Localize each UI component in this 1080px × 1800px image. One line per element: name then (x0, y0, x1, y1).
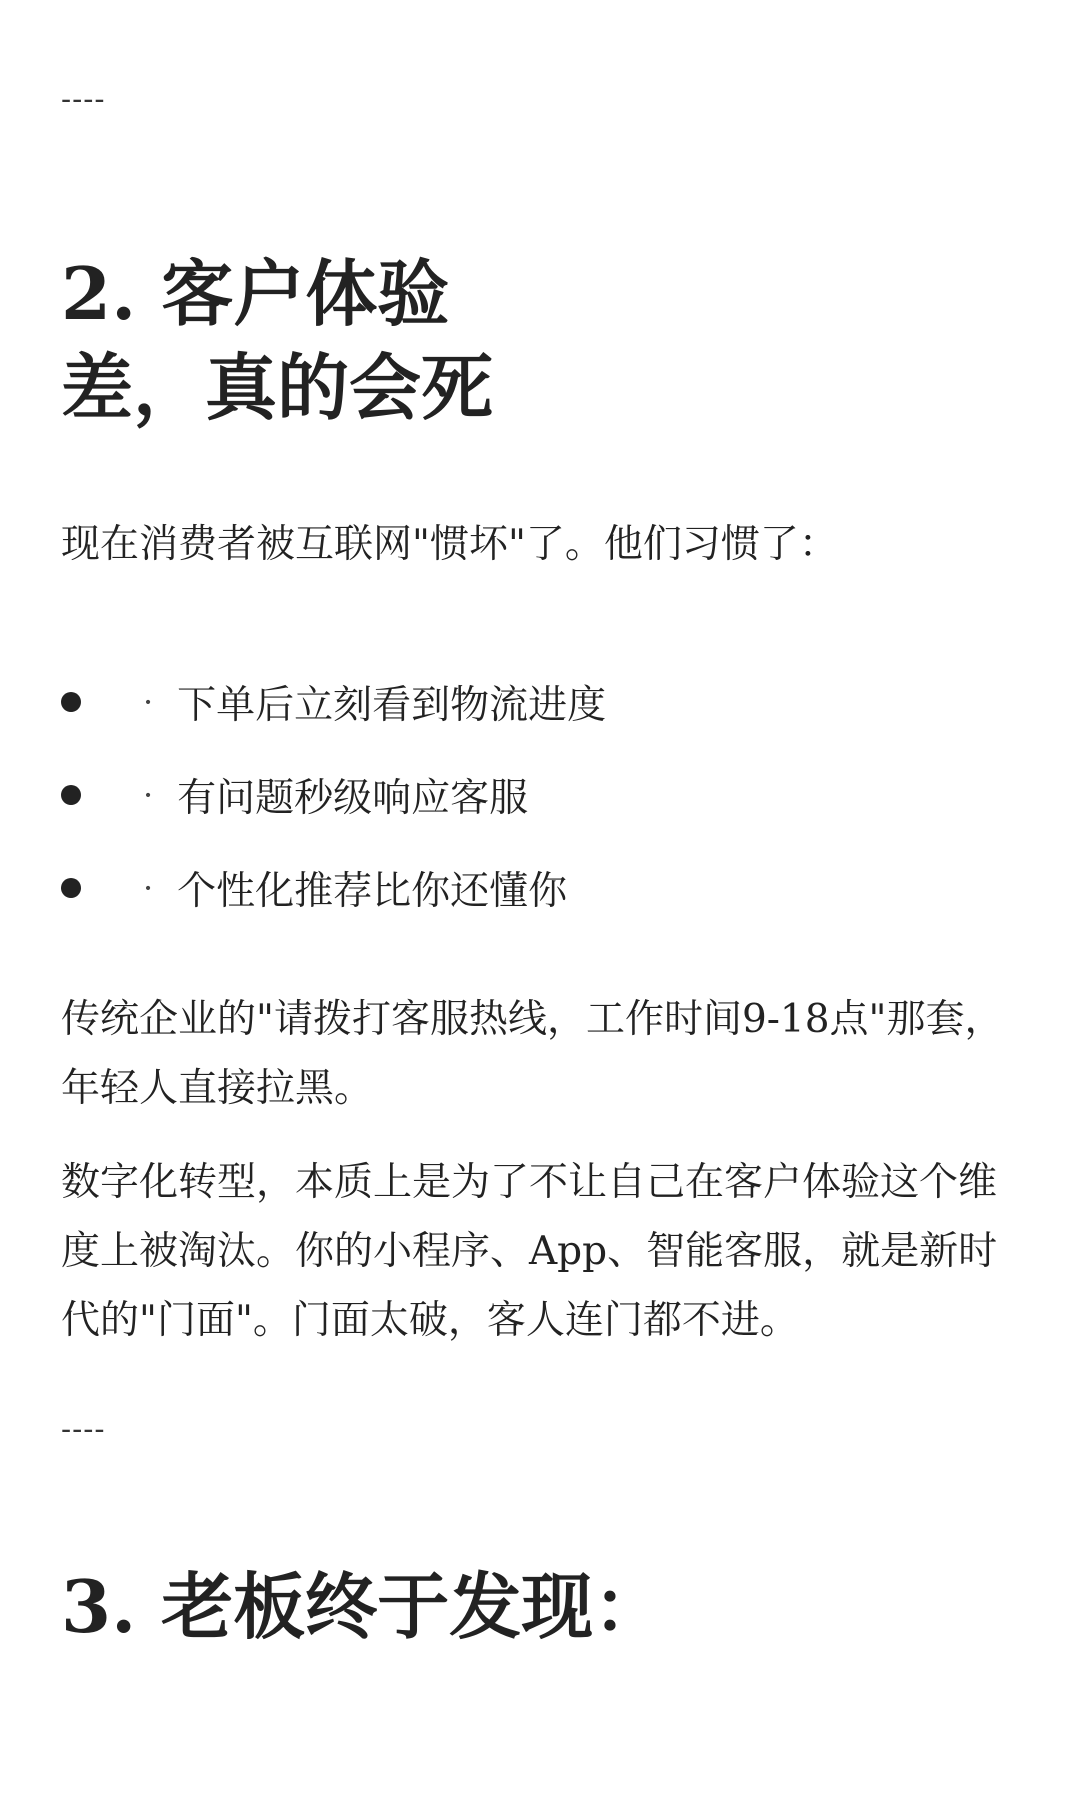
bullet-dot-icon (61, 785, 81, 805)
bullet-dot-icon (61, 878, 81, 898)
divider-top: ---- (61, 82, 106, 117)
bullet-text: 下单后立刻看到物流进度 (177, 682, 607, 728)
bullet-marker: · (143, 868, 154, 907)
section-2-heading-line1: 2. 客户体验 (61, 251, 450, 336)
habit-list (61, 655, 606, 934)
bullet-marker: · (143, 775, 154, 814)
bullet-dot-icon (61, 692, 81, 712)
list-item (61, 655, 606, 748)
section-2-heading (61, 247, 493, 435)
bullet-text: 个性化推荐比你还懂你 (177, 868, 568, 914)
section-3-heading: 3. 老板终于发现： (61, 1564, 666, 1649)
section-2-heading-line2: 差，真的会死 (61, 345, 494, 430)
bullet-text: 有问题秒级响应客服 (177, 775, 529, 821)
divider-middle: ---- (61, 1412, 106, 1447)
intro-paragraph: 现在消费者被互联网"惯坏"了。他们习惯了： (61, 522, 838, 567)
digital-transformation-paragraph: 数字化转型，本质上是为了不让自己在客户体验这个维度上被淘汰。你的小程序、App、智能客服，就是新时代的"门面"。门面太破，客人连门都不进。 (61, 1160, 998, 1343)
list-item (61, 748, 606, 841)
list-item (61, 841, 606, 934)
bullet-marker: · (143, 682, 154, 721)
tradition-paragraph: 传统企业的"请拨打客服热线，工作时间9-18点"那套，年轻人直接拉黑。 (61, 997, 1004, 1111)
